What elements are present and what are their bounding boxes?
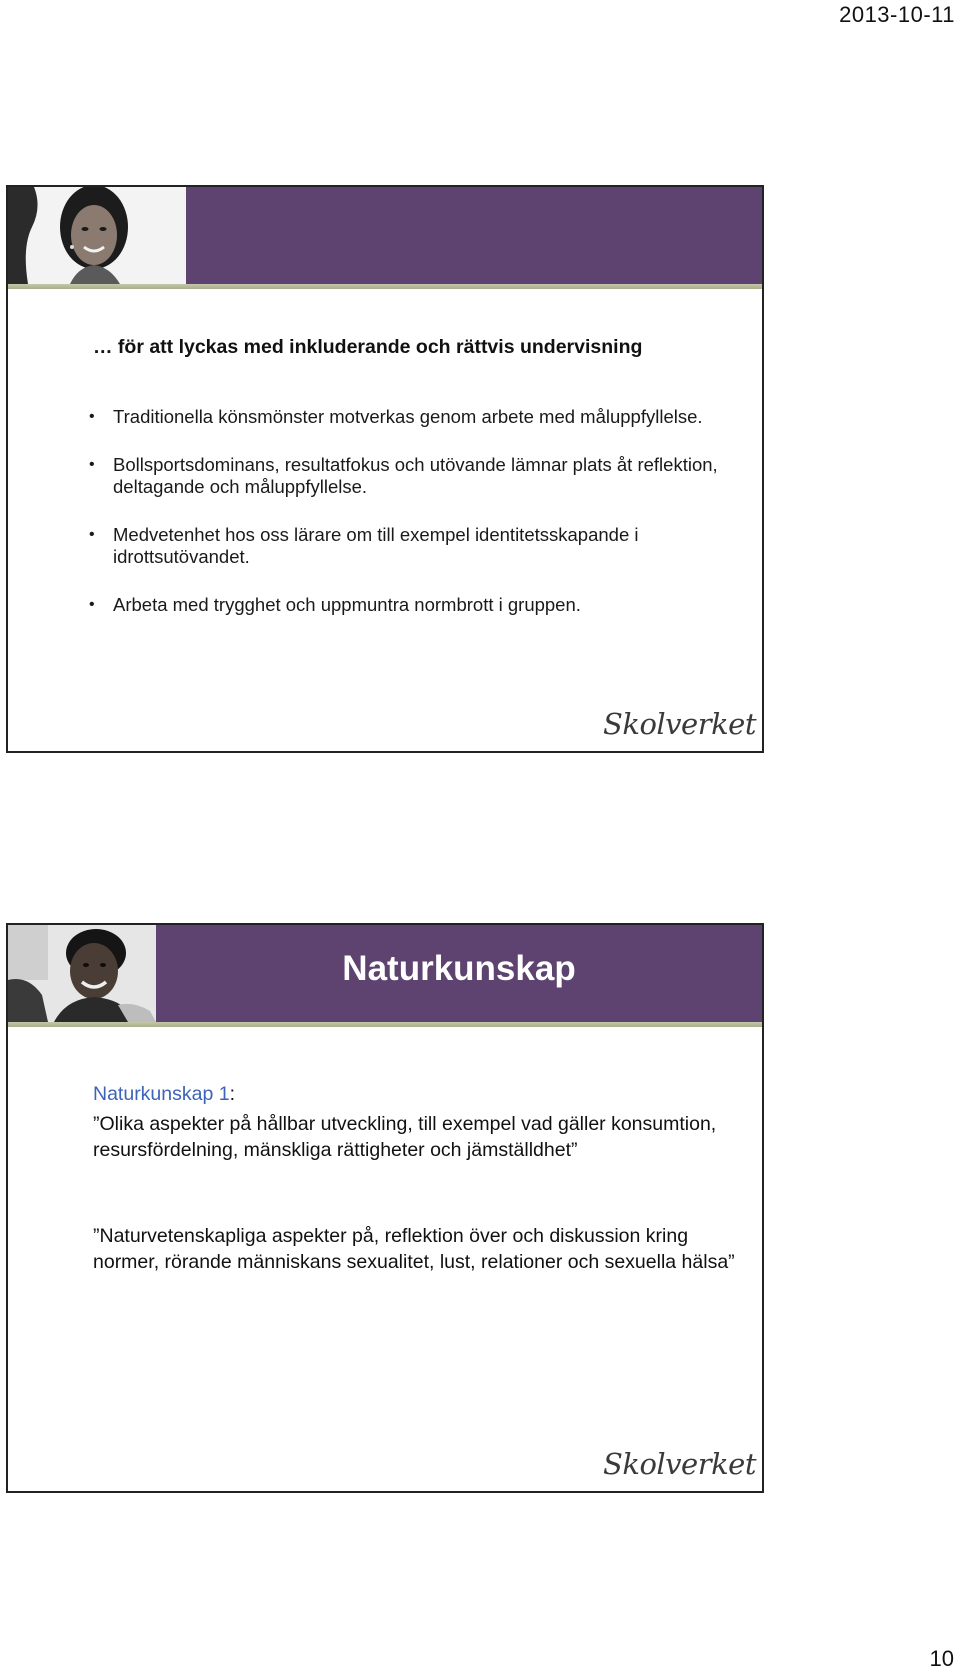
course-label [93, 1083, 235, 1106]
slide-title: Naturkunskap [342, 949, 576, 988]
list-item [88, 524, 728, 568]
curriculum-quote-norms: ”Naturvetenskapliga aspekter på, reflektion över och diskussion kring normer, rörande människans sexualitet, lust, relationer och sexuella hälsa” [93, 1225, 735, 1273]
skolverket-logo: Skolverket [603, 1447, 756, 1481]
bullet-icon: • [89, 408, 95, 425]
header-accent-line [8, 1022, 762, 1027]
list-item-text: Medvetenhet hos oss lärare om till exempel identitetsskapande i idrottsutövandet. [113, 524, 639, 567]
header-accent-line [8, 284, 762, 289]
bullet-list [88, 406, 728, 642]
curriculum-quote-sustainability: ”Olika aspekter på hållbar utveckling, till exempel vad gäller konsumtion, resursfördelning, mänskliga rättigheter och jämställdhet” [93, 1113, 717, 1161]
slide-naturkunskap [6, 923, 764, 1493]
bullet-icon: • [89, 526, 95, 543]
page-number: 10 [929, 1646, 954, 1671]
list-item-text: Bollsportsdominans, resultatfokus och utövande lämnar plats åt reflektion, deltagande och måluppfyllelse. [113, 454, 718, 497]
list-item-text: Traditionella könsmönster motverkas genom arbete med måluppfyllelse. [113, 406, 703, 427]
list-item [88, 406, 728, 428]
page-date: 2013-10-11 [839, 2, 955, 27]
bullet-icon: • [89, 596, 95, 613]
header-photo-boy [8, 925, 156, 1022]
slide-heading: … för att lyckas med inkluderande och rättvis undervisning [93, 336, 643, 358]
header-photo-woman [8, 187, 186, 284]
course-colon: : [229, 1083, 235, 1105]
slide-inclusive-teaching [6, 185, 764, 753]
list-item [88, 594, 728, 616]
course-name: Naturkunskap 1 [93, 1083, 230, 1105]
skolverket-logo: Skolverket [603, 707, 756, 741]
list-item-text: Arbeta med trygghet och uppmuntra normbrott i gruppen. [113, 594, 581, 615]
bullet-icon: • [89, 456, 95, 473]
list-item [88, 454, 728, 498]
